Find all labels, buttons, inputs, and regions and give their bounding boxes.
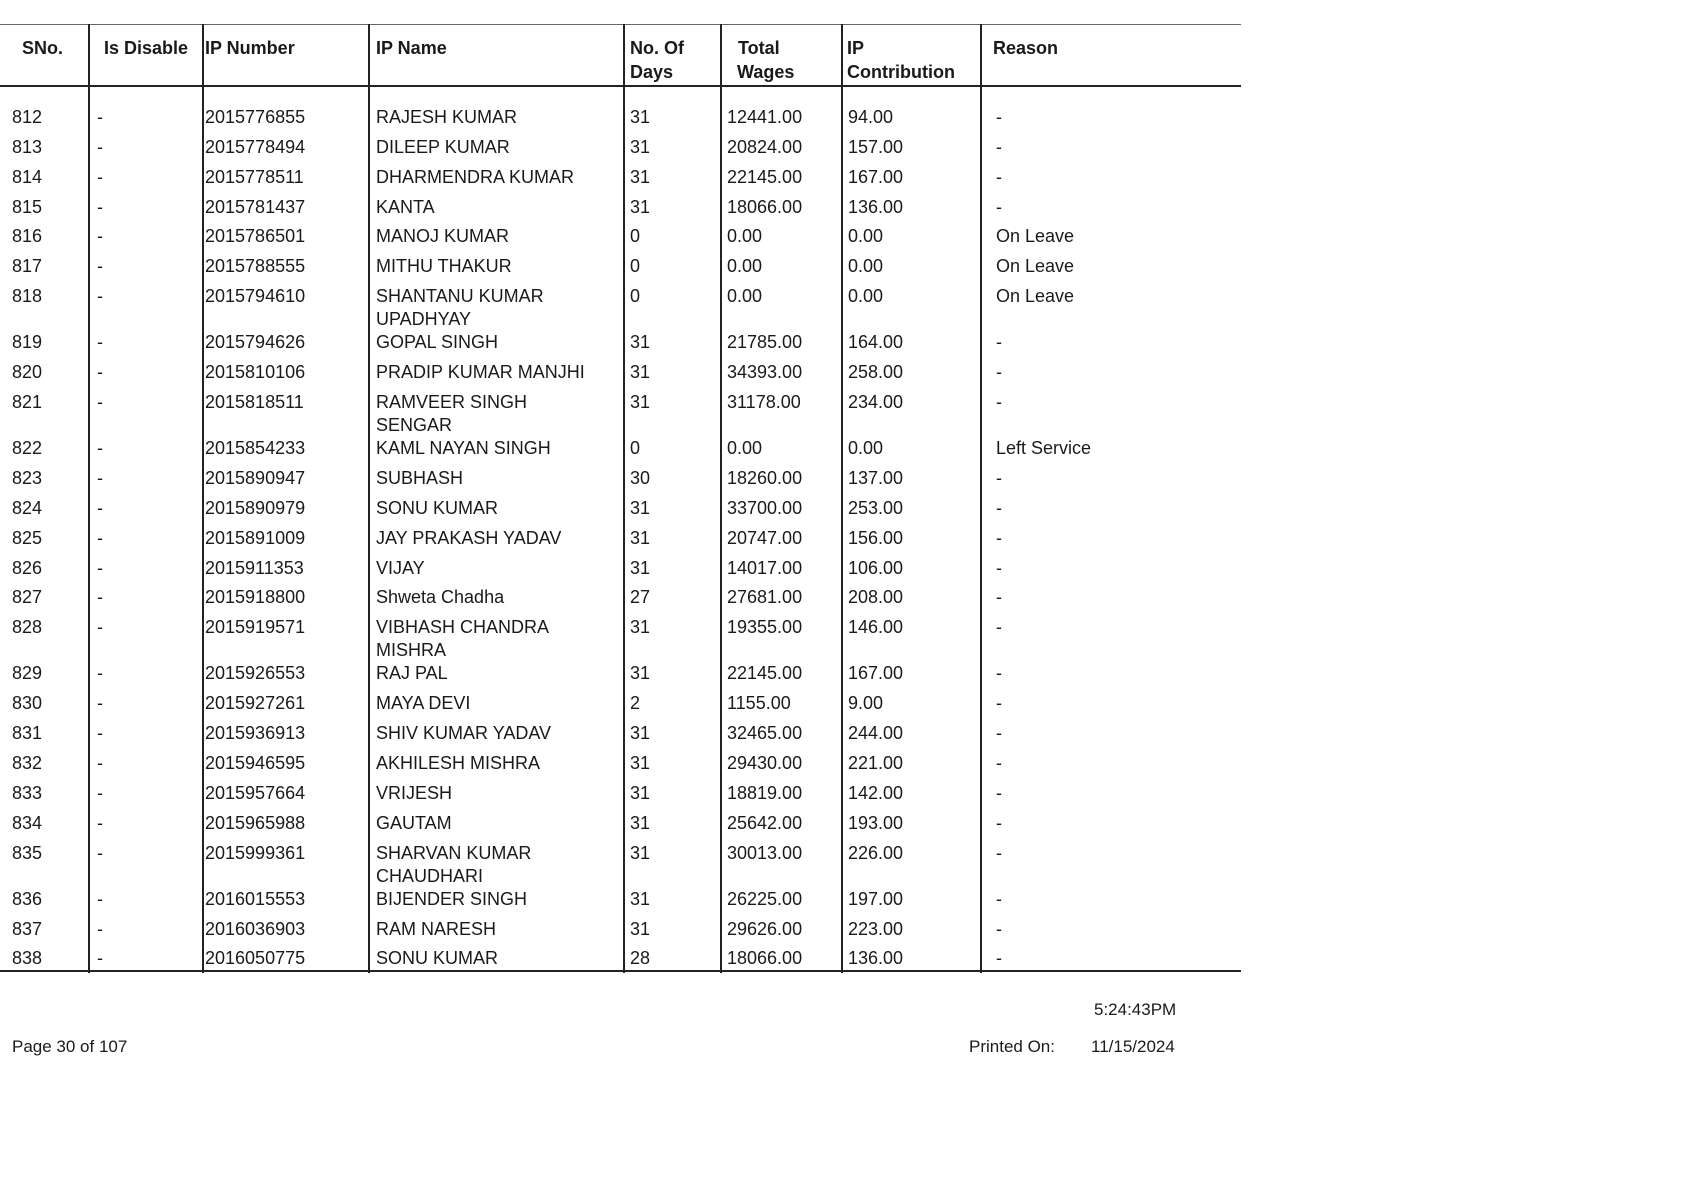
printed-on-date: 11/15/2024 [1091, 1037, 1175, 1056]
cell-ip-number: 2015927261 [205, 693, 306, 714]
cell-is-disable: - [97, 693, 103, 714]
cell-days: 31 [630, 166, 651, 187]
cell-ip-name: DHARMENDRA KUMAR [376, 166, 575, 187]
cell-ip-name: SHANTANU KUMAR UPADHYAY [376, 286, 544, 330]
cell-ip-number: 2015957664 [205, 782, 306, 803]
cell-reason: - [996, 663, 1002, 684]
cell-total-wages: 14017.00 [727, 557, 803, 578]
cell-ip-contribution: 0.00 [848, 256, 884, 277]
cell-sno: 829 [12, 663, 43, 684]
cell-ip-contribution: 157.00 [848, 136, 904, 157]
cell-reason: On Leave [996, 286, 1075, 307]
cell-ip-contribution: 164.00 [848, 332, 904, 353]
cell-ip-name: GAUTAM [376, 812, 452, 833]
cell-sno: 819 [12, 332, 43, 353]
cell-sno: 824 [12, 497, 43, 518]
cell-is-disable: - [97, 782, 103, 803]
table-top-rule [0, 24, 1241, 25]
cell-ip-name: Shweta Chadha [376, 587, 505, 608]
cell-ip-name: RAMVEER SINGH SENGAR [376, 392, 528, 435]
cell-ip-name: VRIJESH [376, 782, 453, 803]
cell-reason: - [996, 166, 1002, 187]
cell-reason: - [996, 948, 1002, 969]
cell-days: 31 [630, 557, 651, 578]
cell-days: 31 [630, 663, 651, 684]
column-divider [202, 24, 204, 973]
cell-ip-contribution: 156.00 [848, 527, 904, 548]
cell-sno: 837 [12, 918, 43, 939]
cell-ip-contribution: 208.00 [848, 587, 904, 608]
cell-reason: - [996, 888, 1002, 909]
cell-reason: - [996, 527, 1002, 548]
cell-total-wages: 18066.00 [727, 196, 803, 217]
cell-ip-contribution: 253.00 [848, 497, 904, 518]
printed-on-label: Printed On: [969, 1037, 1055, 1056]
cell-sno: 821 [12, 392, 43, 412]
cell-ip-contribution: 193.00 [848, 812, 904, 833]
cell-ip-number: 2015788555 [205, 256, 306, 277]
cell-total-wages: 33700.00 [727, 497, 803, 518]
cell-ip-name: RAJ PAL [376, 663, 448, 684]
cell-days: 31 [630, 332, 651, 353]
cell-sno: 823 [12, 468, 43, 488]
header-no-of-days: No. Of Days [630, 38, 684, 82]
cell-is-disable: - [97, 918, 103, 939]
header-is-disable: Is Disable [104, 38, 189, 58]
cell-total-wages: 22145.00 [727, 166, 803, 187]
cell-ip-number: 2015794626 [205, 332, 306, 353]
cell-total-wages: 18819.00 [727, 782, 803, 803]
cell-ip-name: VIBHASH CHANDRA MISHRA [376, 617, 550, 661]
cell-ip-contribution: 0.00 [848, 286, 884, 307]
cell-ip-contribution: 226.00 [848, 842, 904, 863]
cell-ip-number: 2015891009 [205, 527, 306, 548]
cell-sno: 818 [12, 286, 43, 307]
cell-ip-name: JAY PRAKASH YADAV [376, 527, 562, 548]
cell-reason: - [996, 587, 1002, 608]
cell-ip-name: PRADIP KUMAR MANJHI [376, 362, 585, 383]
cell-days: 31 [630, 497, 651, 518]
cell-ip-name: MAYA DEVI [376, 693, 471, 714]
cell-ip-number: 2015926553 [205, 663, 306, 684]
cell-days: 31 [630, 392, 651, 412]
cell-ip-contribution: 0.00 [848, 438, 884, 459]
cell-ip-number: 2015936913 [205, 723, 306, 744]
cell-sno: 822 [12, 438, 43, 459]
cell-sno: 812 [12, 107, 43, 127]
cell-ip-name: KAML NAYAN SINGH [376, 438, 551, 459]
cell-is-disable: - [97, 256, 103, 277]
cell-reason: - [996, 392, 1002, 412]
cell-ip-name: SHIV KUMAR YADAV [376, 723, 552, 744]
cell-is-disable: - [97, 812, 103, 833]
cell-total-wages: 18066.00 [727, 948, 803, 969]
column-divider [88, 24, 90, 973]
cell-ip-contribution: 146.00 [848, 617, 904, 638]
cell-days: 31 [630, 812, 651, 833]
cell-ip-name: SHARVAN KUMAR CHAUDHARI [376, 842, 532, 886]
cell-is-disable: - [97, 663, 103, 684]
cell-ip-number: 2015919571 [205, 617, 306, 638]
cell-total-wages: 20824.00 [727, 136, 803, 157]
cell-ip-contribution: 223.00 [848, 918, 904, 939]
cell-sno: 833 [12, 782, 43, 803]
cell-ip-number: 2015778511 [205, 166, 304, 187]
cell-ip-number: 2015946595 [205, 752, 306, 773]
cell-reason: - [996, 617, 1002, 638]
cell-reason: - [996, 332, 1002, 353]
cell-reason: Left Service [996, 438, 1092, 459]
cell-reason: - [996, 842, 1002, 863]
cell-days: 31 [630, 362, 651, 383]
header-sno: SNo. [22, 38, 64, 58]
cell-sno: 827 [12, 587, 43, 608]
cell-ip-number: 2015854233 [205, 438, 306, 459]
cell-sno: 825 [12, 527, 43, 548]
cell-sno: 836 [12, 888, 43, 909]
cell-total-wages: 0.00 [727, 226, 763, 247]
cell-is-disable: - [97, 527, 103, 548]
cell-total-wages: 19355.00 [727, 617, 803, 638]
cell-ip-name: MANOJ KUMAR [376, 226, 510, 247]
cell-total-wages: 34393.00 [727, 362, 803, 383]
column-divider [980, 24, 982, 973]
cell-sno: 834 [12, 812, 43, 833]
cell-total-wages: 20747.00 [727, 527, 803, 548]
cell-total-wages: 32465.00 [727, 723, 803, 744]
cell-ip-number: 2015810106 [205, 362, 306, 383]
cell-ip-name: RAJESH KUMAR [376, 107, 518, 127]
cell-ip-contribution: 167.00 [848, 166, 904, 187]
cell-reason: - [996, 693, 1002, 714]
cell-days: 0 [630, 226, 641, 247]
cell-reason: On Leave [996, 256, 1075, 277]
cell-sno: 832 [12, 752, 43, 773]
cell-reason: - [996, 468, 1002, 488]
cell-total-wages: 29430.00 [727, 752, 803, 773]
cell-is-disable: - [97, 888, 103, 909]
cell-days: 0 [630, 286, 641, 307]
cell-days: 31 [630, 617, 651, 638]
header-ip-number: IP Number [205, 38, 295, 58]
cell-sno: 816 [12, 226, 43, 247]
header-ip-contribution: IP Contribution [847, 38, 955, 82]
cell-ip-name: MITHU THAKUR [376, 256, 512, 277]
cell-total-wages: 12441.00 [727, 107, 803, 127]
column-divider [368, 24, 370, 973]
cell-is-disable: - [97, 557, 103, 578]
cell-is-disable: - [97, 842, 103, 863]
cell-ip-number: 2015786501 [205, 226, 306, 247]
cell-ip-number: 2015781437 [205, 196, 306, 217]
cell-total-wages: 0.00 [727, 256, 763, 277]
cell-ip-contribution: 0.00 [848, 226, 884, 247]
cell-ip-number: 2015890979 [205, 497, 306, 518]
cell-is-disable: - [97, 136, 103, 157]
cell-days: 31 [630, 842, 651, 863]
cell-total-wages: 0.00 [727, 438, 763, 459]
cell-ip-number: 2015794610 [205, 286, 306, 307]
cell-reason: - [996, 497, 1002, 518]
cell-is-disable: - [97, 587, 103, 608]
cell-reason: - [996, 752, 1002, 773]
cell-sno: 826 [12, 557, 43, 578]
cell-reason: - [996, 782, 1002, 803]
cell-ip-number: 2015778494 [205, 136, 306, 157]
cell-ip-number: 2015890947 [205, 468, 306, 488]
cell-ip-number: 2015911353 [205, 557, 304, 578]
cell-is-disable: - [97, 286, 103, 307]
cell-is-disable: - [97, 752, 103, 773]
cell-reason: - [996, 723, 1002, 744]
cell-ip-name: KANTA [376, 196, 435, 217]
cell-ip-contribution: 142.00 [848, 782, 904, 803]
cell-sno: 815 [12, 196, 43, 217]
cell-ip-number: 2015776855 [205, 107, 306, 127]
cell-ip-contribution: 94.00 [848, 107, 894, 127]
cell-ip-contribution: 136.00 [848, 948, 904, 969]
cell-days: 31 [630, 196, 651, 217]
page-number: Page 30 of 107 [12, 1037, 128, 1056]
cell-days: 30 [630, 468, 651, 488]
cell-days: 31 [630, 107, 651, 127]
table-bottom-rule [0, 970, 1241, 972]
cell-days: 0 [630, 438, 641, 459]
cell-ip-contribution: 167.00 [848, 663, 904, 684]
cell-reason: - [996, 557, 1002, 578]
cell-reason: - [996, 136, 1002, 157]
cell-total-wages: 25642.00 [727, 812, 803, 833]
column-divider [623, 24, 625, 973]
cell-is-disable: - [97, 332, 103, 353]
cell-reason: - [996, 107, 1002, 127]
cell-days: 31 [630, 527, 651, 548]
cell-ip-contribution: 258.00 [848, 362, 904, 383]
cell-reason: - [996, 362, 1002, 383]
cell-is-disable: - [97, 438, 103, 459]
cell-ip-name: BIJENDER SINGH [376, 888, 528, 909]
cell-days: 31 [630, 752, 651, 773]
cell-sno: 828 [12, 617, 43, 638]
header-bottom-rule [0, 85, 1241, 87]
cell-ip-contribution: 244.00 [848, 723, 904, 744]
cell-ip-number: 2016015553 [205, 888, 306, 909]
cell-reason: - [996, 196, 1002, 217]
cell-is-disable: - [97, 166, 103, 187]
cell-ip-name: VIJAY [376, 557, 425, 578]
cell-total-wages: 26225.00 [727, 888, 803, 909]
cell-sno: 820 [12, 362, 43, 383]
cell-reason: - [996, 812, 1002, 833]
cell-ip-name: DILEEP KUMAR [376, 136, 510, 157]
cell-days: 31 [630, 918, 651, 939]
cell-ip-contribution: 9.00 [848, 693, 884, 714]
cell-is-disable: - [97, 392, 103, 412]
cell-is-disable: - [97, 196, 103, 217]
header-total-wages: Total Wages [737, 38, 795, 82]
cell-ip-number: 2016050775 [205, 948, 306, 969]
cell-is-disable: - [97, 617, 103, 638]
cell-sno: 831 [12, 723, 43, 744]
cell-ip-name: GOPAL SINGH [376, 332, 499, 353]
column-divider [841, 24, 843, 973]
cell-days: 2 [630, 693, 641, 714]
cell-is-disable: - [97, 723, 103, 744]
print-time: 5:24:43PM [1094, 1000, 1177, 1019]
cell-is-disable: - [97, 362, 103, 383]
cell-ip-number: 2016036903 [205, 918, 306, 939]
header-reason: Reason [993, 38, 1059, 58]
cell-days: 31 [630, 782, 651, 803]
cell-total-wages: 30013.00 [727, 842, 803, 863]
cell-total-wages: 22145.00 [727, 663, 803, 684]
cell-sno: 813 [12, 136, 43, 157]
cell-ip-contribution: 137.00 [848, 468, 904, 488]
cell-total-wages: 27681.00 [727, 587, 803, 608]
cell-ip-number: 2015918800 [205, 587, 306, 608]
cell-ip-number: 2015999361 [205, 842, 306, 863]
cell-is-disable: - [97, 497, 103, 518]
cell-sno: 814 [12, 166, 43, 187]
cell-total-wages: 21785.00 [727, 332, 803, 353]
cell-total-wages: 29626.00 [727, 918, 803, 939]
cell-ip-name: AKHILESH MISHRA [376, 752, 541, 773]
cell-reason: - [996, 918, 1002, 939]
cell-is-disable: - [97, 226, 103, 247]
cell-ip-name: SONU KUMAR [376, 497, 499, 518]
cell-ip-name: SONU KUMAR [376, 948, 499, 969]
cell-reason: On Leave [996, 226, 1075, 247]
cell-is-disable: - [97, 948, 103, 969]
cell-days: 27 [630, 587, 651, 608]
cell-total-wages: 0.00 [727, 286, 763, 307]
cell-days: 31 [630, 888, 651, 909]
cell-ip-contribution: 197.00 [848, 888, 904, 909]
cell-ip-contribution: 106.00 [848, 557, 904, 578]
cell-total-wages: 18260.00 [727, 468, 803, 488]
cell-is-disable: - [97, 107, 103, 127]
header-ip-name: IP Name [376, 38, 447, 58]
cell-sno: 817 [12, 256, 43, 277]
cell-days: 31 [630, 723, 651, 744]
cell-ip-name: RAM NARESH [376, 918, 497, 939]
cell-total-wages: 1155.00 [727, 693, 791, 714]
cell-ip-contribution: 136.00 [848, 196, 904, 217]
cell-sno: 830 [12, 693, 43, 714]
cell-ip-name: SUBHASH [376, 468, 464, 488]
cell-total-wages: 31178.00 [727, 392, 801, 412]
cell-days: 0 [630, 256, 641, 277]
cell-ip-number: 2015965988 [205, 812, 306, 833]
cell-ip-number: 2015818511 [205, 392, 304, 412]
cell-days: 31 [630, 136, 651, 157]
cell-sno: 838 [12, 948, 43, 969]
cell-sno: 835 [12, 842, 43, 863]
column-divider [720, 24, 722, 973]
cell-ip-contribution: 234.00 [848, 392, 904, 412]
cell-ip-contribution: 221.00 [848, 752, 904, 773]
cell-days: 28 [630, 948, 651, 969]
cell-is-disable: - [97, 468, 103, 488]
